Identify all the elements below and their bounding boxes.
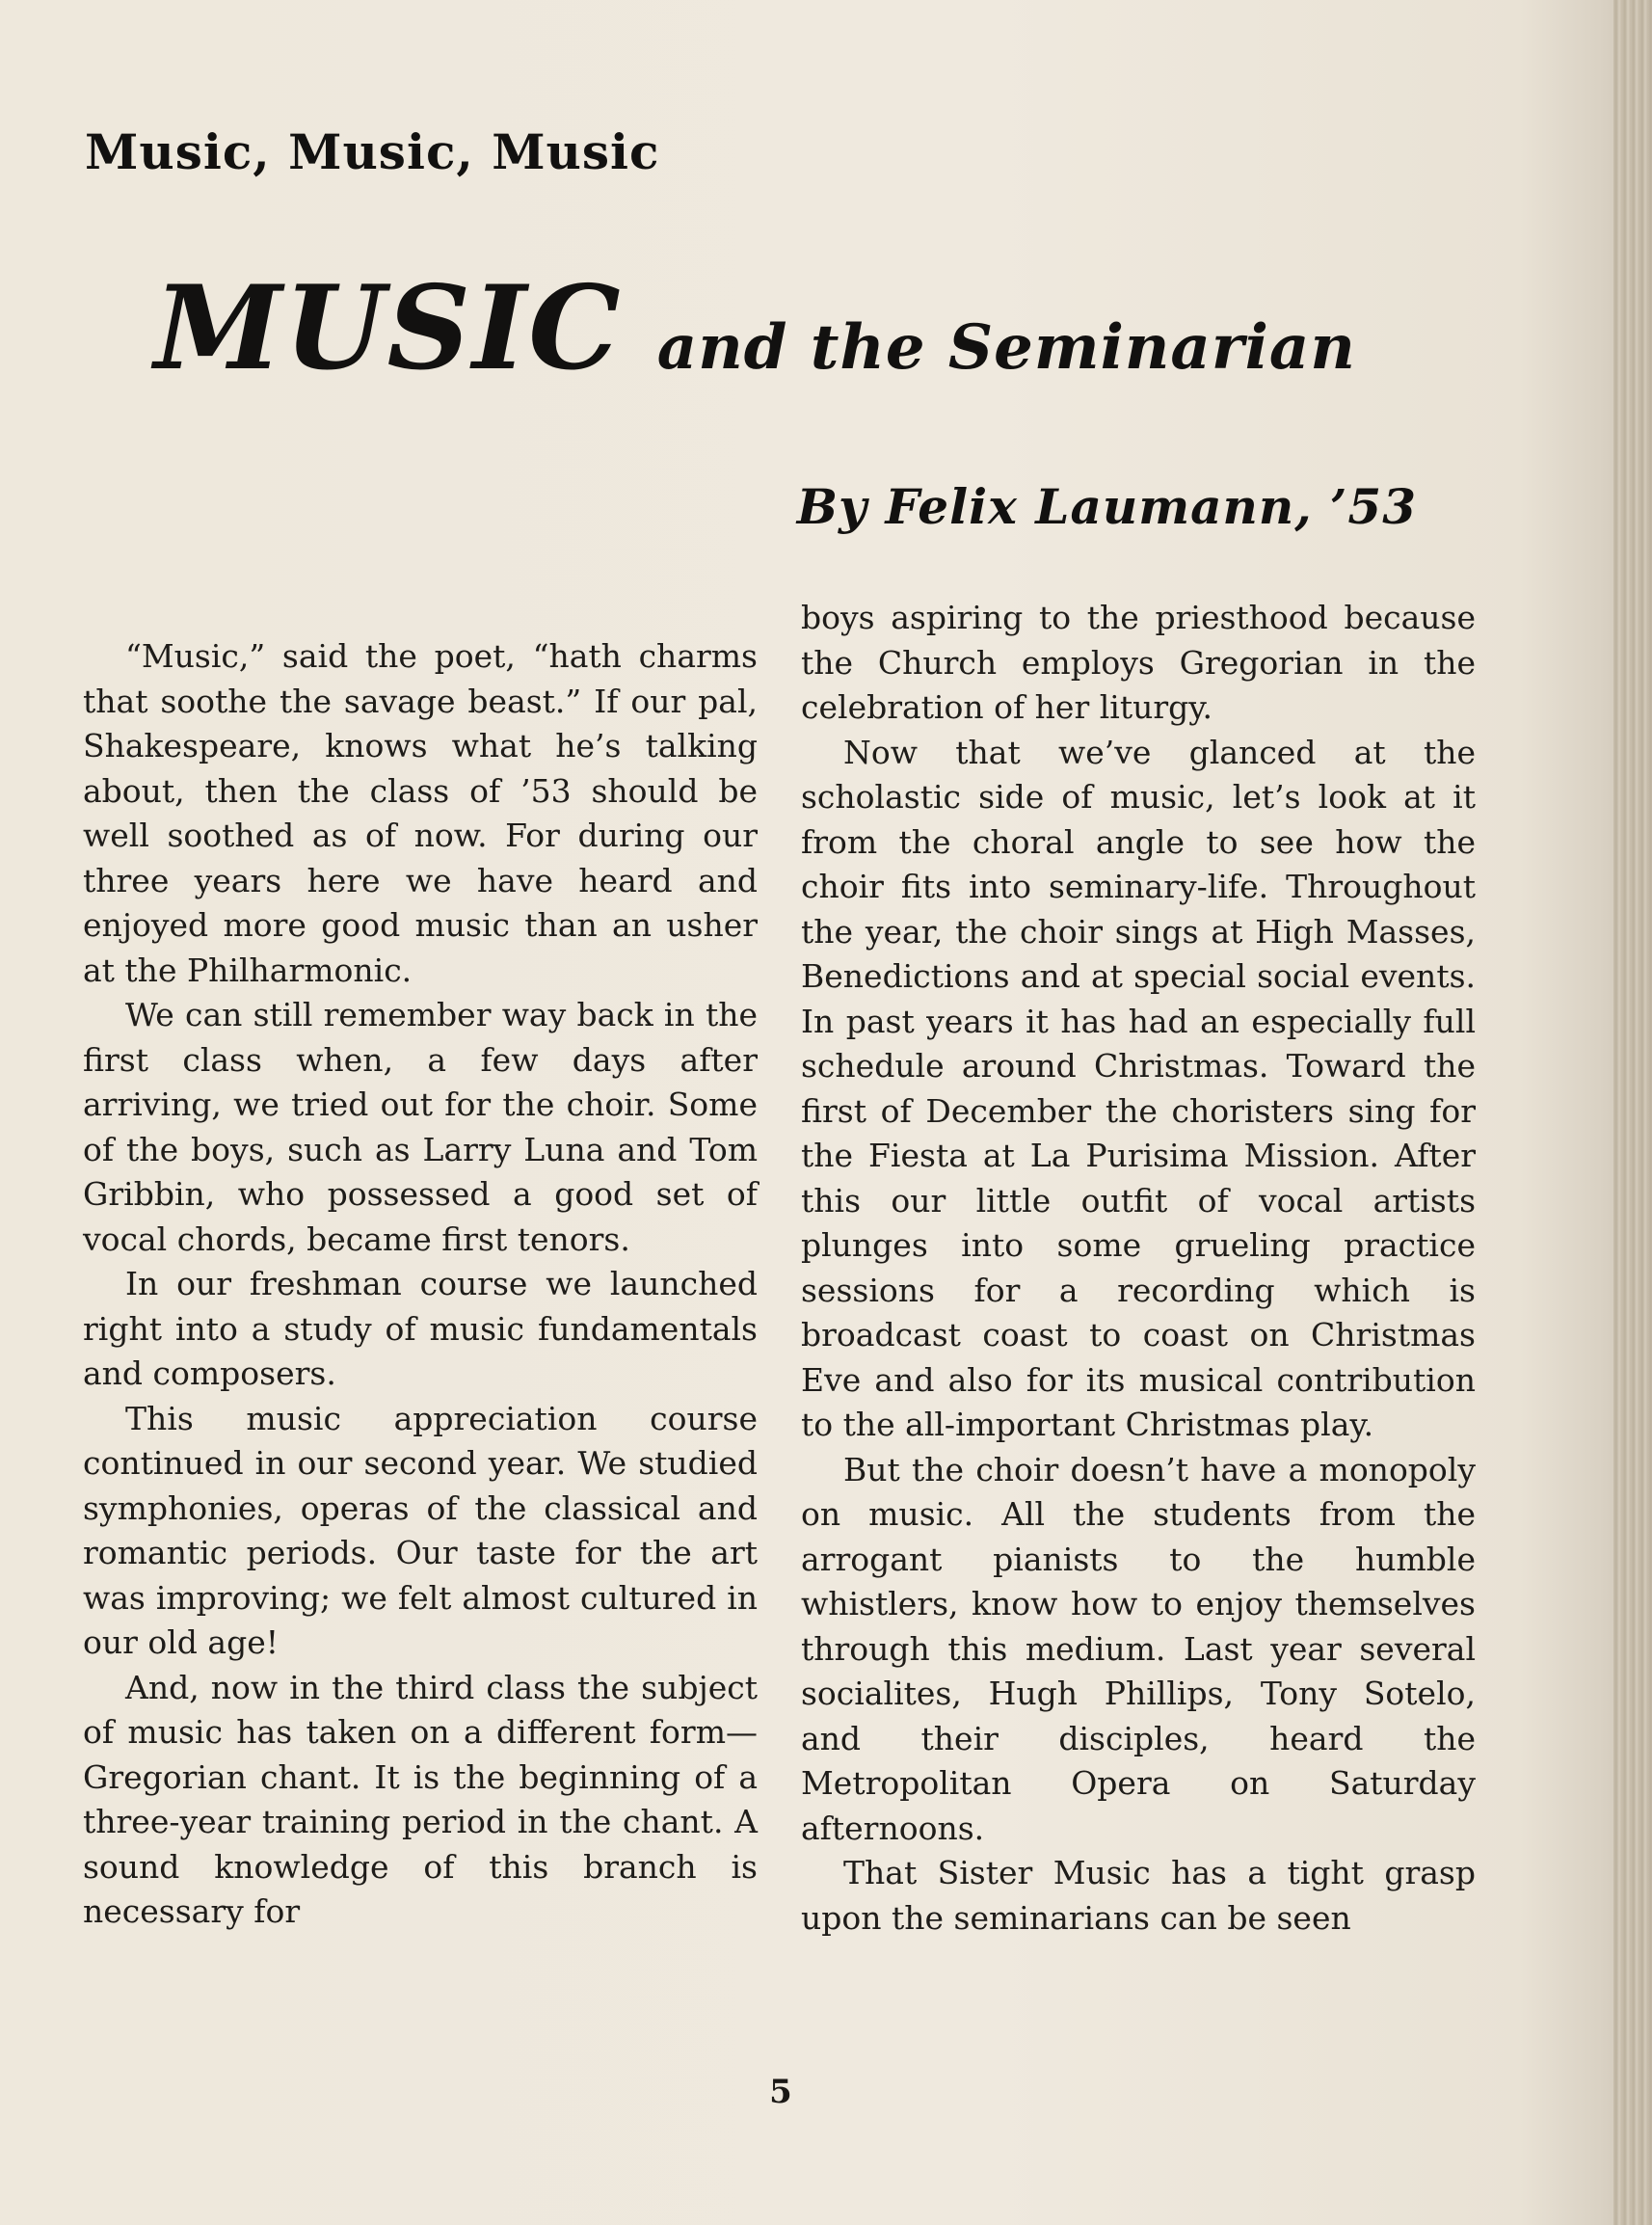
text-column-right xyxy=(801,596,1476,1941)
article-headline xyxy=(154,260,1426,396)
article-byline: By Felix Laumann, ’53 xyxy=(796,478,1417,535)
paragraph: We can still remember way back in the first class when, a few days after arriving, we tried out for the choir. Some of the boys, such as Larry Luna and Tom Gribbin, who possessed a good set of vocal chords, became first tenors. xyxy=(83,996,758,1258)
paragraph: That Sister Music has a tight grasp upon the seminarians can be seen xyxy=(801,1854,1476,1937)
paragraph: “Music,” said the poet, “hath charms that soothe the savage beast.” If our pal, Shakespeare, knows what he’s talking about, then the class of ’53 should be well soothed as of now. For during our three years here we have heard and enjoyed more good music than an usher at the Philharmonic. xyxy=(83,637,758,989)
paragraph: This music appreciation course continued in our second year. We studied symphonies, operas of the classical and romantic periods. Our taste for the art was improving; we felt almost cultured in our old age! xyxy=(83,1399,758,1661)
binding-edge xyxy=(1613,0,1652,2225)
paragraph: And, now in the third class the subject of music has taken on a different form—Gregorian chant. It is the beginning of a three-year training period in the chant. A sound knowledge of this branch is necessary for xyxy=(83,1668,758,1930)
headline-rest: and the Seminarian xyxy=(656,311,1356,384)
section-title: Music, Music, Music xyxy=(85,123,660,180)
paragraph: Now that we’ve glanced at the scholastic side of music, let’s look at it from the choral angle to see how the choir fits into seminary-life. Throughout the year, the choir sings at High Masses, Benedictions and at special social events. In past years it has had an especially full schedule around Christmas. Toward the first of December the choristers sing for the Fiesta at La Purisima Mission. After this our little outfit of vocal artists plunges into some grueling practice sessions for a recording which is broadcast coast to coast on Christmas Eve and also for its musical contribution to the all-important Christmas play. xyxy=(801,733,1476,1443)
text-column-left xyxy=(83,634,758,1935)
paragraph: But the choir doesn’t have a monopoly on music. All the students from the arrogant pianists to the humble whistlers, know how to enjoy themselves through this medium. Last year several socialites, Hugh Phillips, Tony Sotelo, and their disciples, heard the Metropolitan Opera on Saturday afternoons. xyxy=(801,1450,1476,1847)
page-number: 5 xyxy=(769,2073,792,2111)
headline-main: MUSIC xyxy=(154,260,623,396)
paragraph: In our freshman course we launched right into a study of music fundamentals and composers. xyxy=(83,1265,758,1392)
paragraph-continuation: boys aspiring to the priesthood because the Church employs Gregorian in the celebration of her liturgy. xyxy=(801,599,1476,726)
